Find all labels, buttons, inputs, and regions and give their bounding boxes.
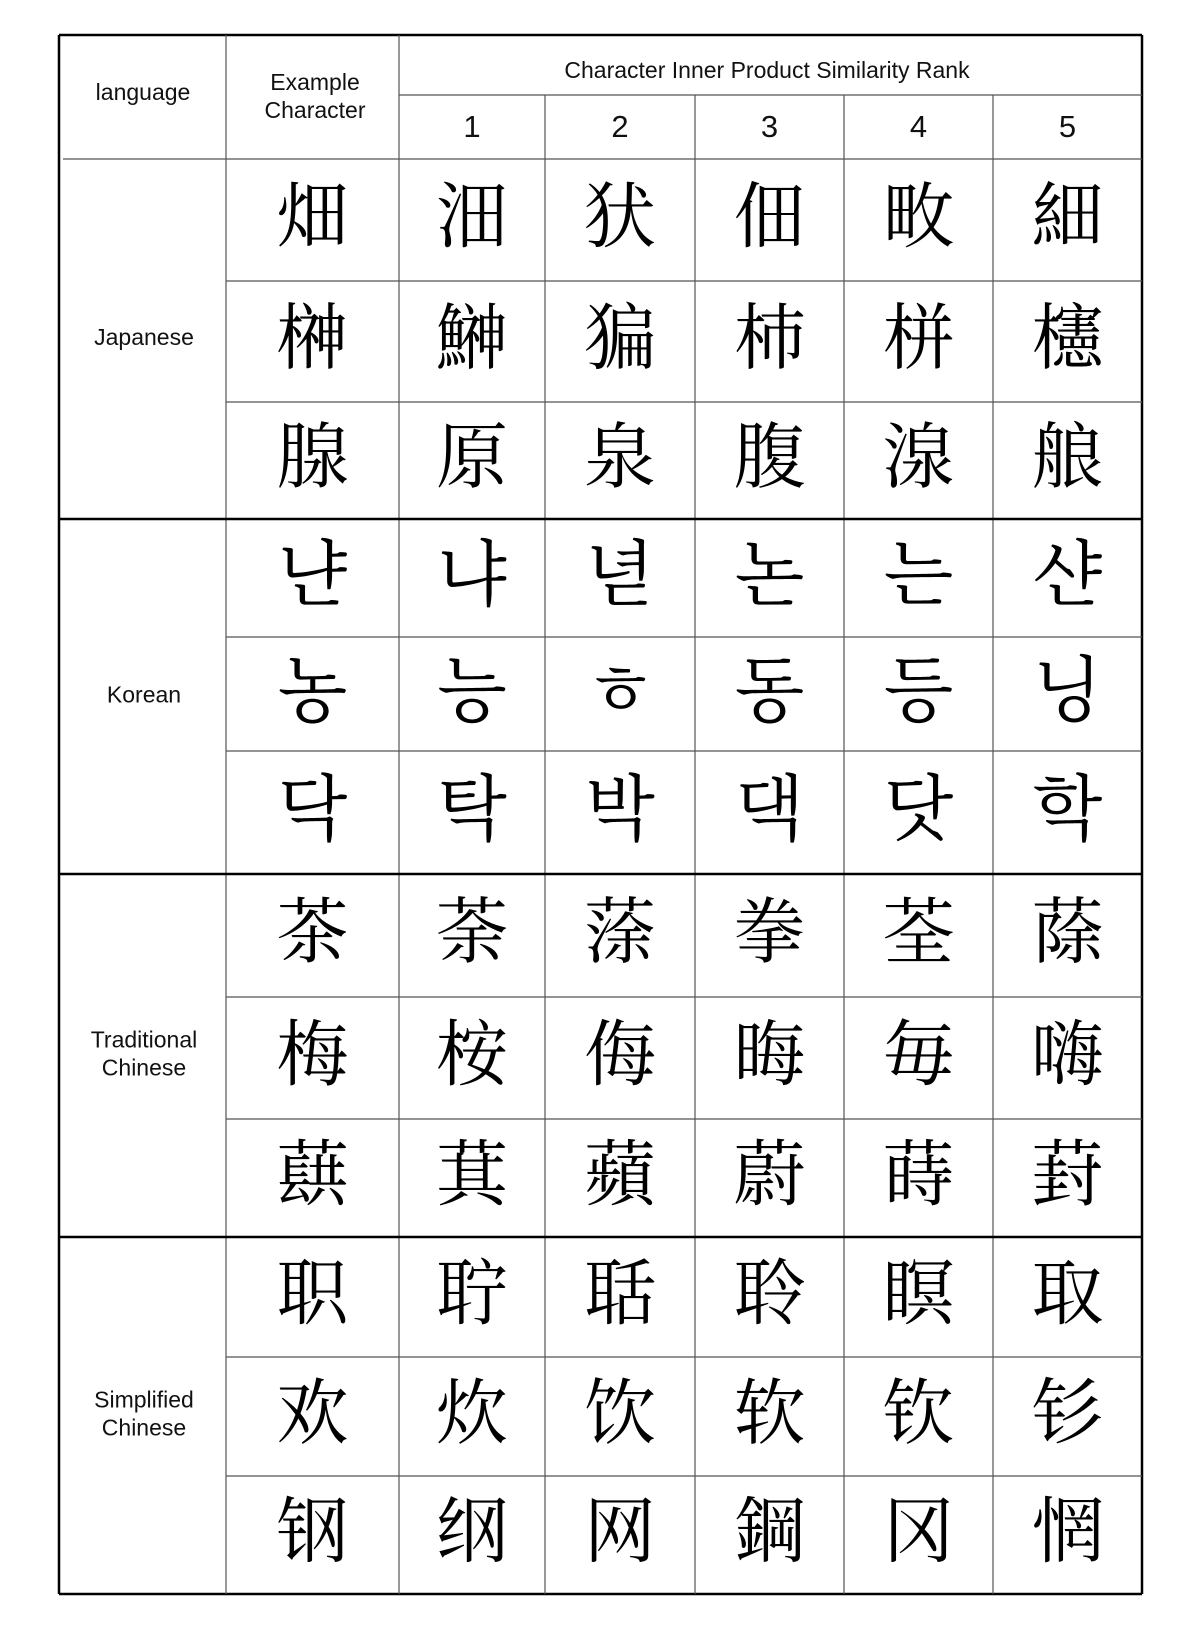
similar-character-cell: 钦 — [882, 1371, 955, 1456]
similar-character-cell: 등 — [883, 648, 954, 733]
similar-character-cell: 猵 — [583, 296, 657, 381]
similar-character-cell: 鋼 — [733, 1489, 806, 1574]
similar-character-cell: 蔚 — [733, 1132, 806, 1217]
similar-character-cell: 冈 — [882, 1489, 955, 1574]
example-character-cell: 蕻 — [276, 1132, 349, 1217]
similar-character-cell: 杮 — [733, 296, 806, 381]
similar-character-cell: 饮 — [583, 1371, 657, 1456]
similar-character-cell: 동 — [734, 648, 805, 733]
similar-character-cell: 原 — [435, 415, 509, 500]
similar-character-cell: 犾 — [583, 174, 657, 259]
similar-character-cell: 학 — [1032, 767, 1103, 852]
similar-character-cell: 钐 — [1031, 1371, 1104, 1456]
similar-character-cell: 晦 — [733, 1012, 806, 1097]
similar-character-cell: 软 — [733, 1371, 806, 1456]
similar-character-cell: 瞑 — [882, 1251, 955, 1336]
similar-character-cell: 腹 — [733, 415, 806, 500]
similar-character-cell: 畋 — [882, 174, 955, 259]
similar-character-cell: 网 — [583, 1489, 657, 1574]
similar-character-cell: ㅎ — [585, 648, 655, 733]
similar-character-cell: 닷 — [883, 767, 954, 852]
rank-number-3: 3 — [760, 109, 779, 145]
similar-character-cell: 는 — [883, 532, 954, 617]
example-character-cell: 钢 — [276, 1489, 349, 1574]
similar-character-cell: 탁 — [437, 767, 507, 852]
example-character-cell: 닥 — [277, 767, 348, 852]
similar-character-cell: 嗨 — [1031, 1012, 1104, 1097]
rank-number-1: 1 — [463, 109, 481, 145]
example-character-cell: 腺 — [276, 415, 349, 500]
similar-character-cell: 聒 — [583, 1251, 657, 1336]
similar-character-cell: 냐 — [437, 532, 507, 617]
similar-character-cell: 栟 — [882, 296, 955, 381]
similar-character-cell: 蒔 — [882, 1132, 955, 1217]
similar-character-cell: 蒤 — [583, 890, 657, 975]
similar-character-cell: 侮 — [583, 1012, 657, 1097]
header-language-label: language — [95, 79, 191, 106]
similar-character-cell: 댁 — [734, 767, 805, 852]
example-character-cell: 梅 — [276, 1012, 349, 1097]
language-label: Traditional — [90, 1026, 198, 1053]
header-rank-title: Character Inner Product Similarity Rank — [564, 57, 970, 84]
similar-character-cell: 萁 — [435, 1132, 509, 1217]
table-header — [96, 57, 970, 123]
similar-character-cell: 泉 — [583, 415, 657, 500]
similar-character-cell: 惘 — [1031, 1489, 1104, 1574]
language-label: Chinese — [101, 1414, 187, 1441]
similar-character-cell: 櫶 — [1031, 296, 1104, 381]
similar-character-cell: 毎 — [882, 1012, 955, 1097]
language-label: Simplified — [94, 1386, 194, 1413]
rank-number-4: 4 — [909, 109, 928, 145]
similar-character-cell: 능 — [437, 648, 507, 733]
example-character-cell: 职 — [276, 1251, 349, 1336]
language-label: Korean — [106, 681, 182, 708]
similar-character-cell: 取 — [1031, 1251, 1104, 1336]
similar-character-cell: 炊 — [435, 1371, 509, 1456]
similar-character-cell: 聍 — [435, 1251, 509, 1336]
similar-character-cell: 논 — [734, 532, 805, 617]
rank-number-5: 5 — [1058, 109, 1077, 145]
similar-character-cell: 佃 — [733, 174, 806, 259]
similar-character-cell: 艆 — [1031, 415, 1104, 500]
header-example-label-line2: Character — [264, 97, 366, 124]
similar-character-cell: 荼 — [435, 890, 509, 975]
similar-character-cell: 샨 — [1032, 532, 1103, 617]
example-character-cell: 榊 — [276, 296, 349, 381]
similar-character-cell: 湶 — [882, 415, 955, 500]
similar-character-cell: 沺 — [435, 174, 509, 259]
rank-number-2: 2 — [611, 109, 629, 145]
similar-character-cell: 蘋 — [583, 1132, 657, 1217]
similar-character-cell: 聆 — [733, 1251, 806, 1336]
language-label: Japanese — [94, 324, 194, 351]
similar-character-cell: 닝 — [1032, 648, 1103, 733]
similar-character-cell: 鰰 — [435, 296, 509, 381]
similar-character-cell: 葑 — [1031, 1132, 1104, 1217]
similar-character-cell: 拳 — [733, 890, 806, 975]
example-character-cell: 茶 — [276, 890, 349, 975]
similar-character-cell: 荃 — [882, 890, 955, 975]
example-character-cell: 농 — [277, 648, 348, 733]
language-labels — [91, 324, 198, 1441]
example-character-cell: 畑 — [276, 174, 349, 259]
language-label: Chinese — [101, 1054, 187, 1081]
similar-character-cell: 桉 — [435, 1012, 509, 1097]
similar-character-cell: 纲 — [435, 1489, 509, 1574]
similar-character-cell: 蒢 — [1031, 890, 1104, 975]
example-character-cell: 냔 — [277, 532, 348, 617]
header-example-label-line1: Example — [270, 69, 360, 96]
similar-character-cell: 녇 — [585, 532, 655, 617]
similar-character-cell: 細 — [1031, 174, 1104, 259]
example-character-cell: 欢 — [276, 1371, 349, 1456]
similar-character-cell: 박 — [585, 767, 655, 852]
rank-number-row — [463, 109, 1076, 144]
